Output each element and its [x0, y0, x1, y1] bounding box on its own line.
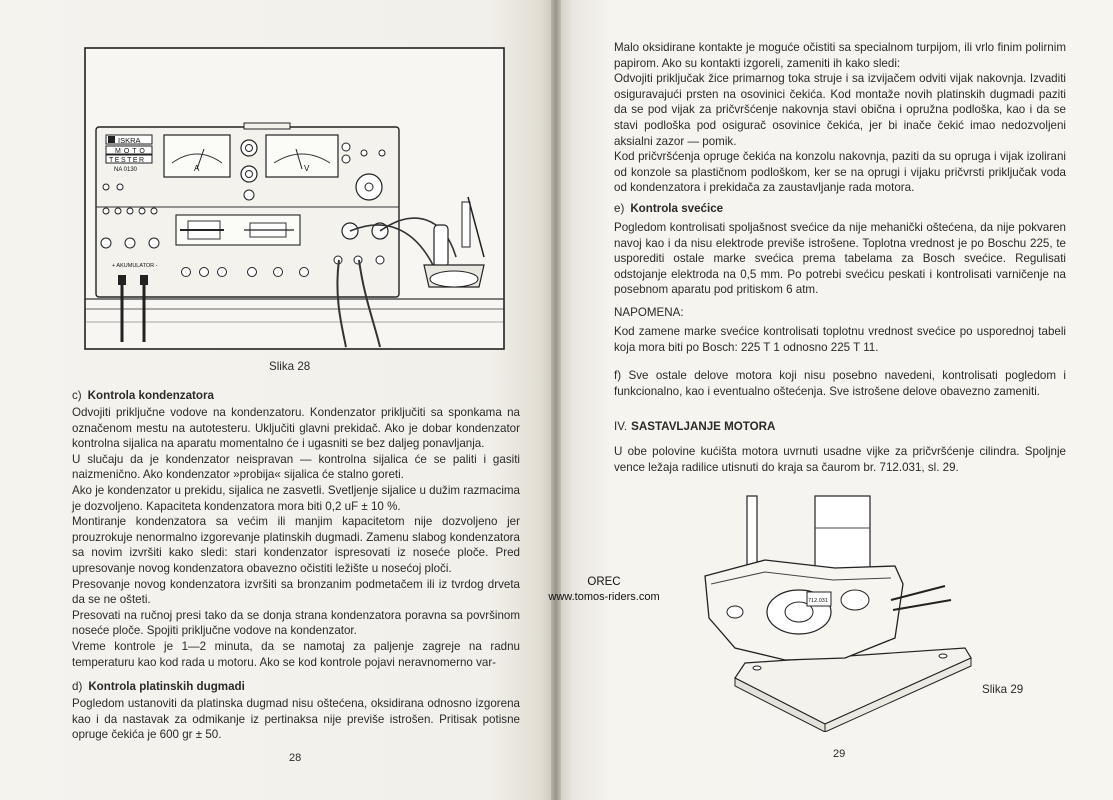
napomena-label: NAPOMENA: [614, 306, 684, 319]
section-c-body [72, 405, 520, 670]
section-d-letter: d) [72, 680, 83, 693]
figure-29-caption: Slika 29 [982, 683, 1024, 696]
paragraph: U slučaju da je kondenzator neispravan — kontrolna sijalica će se paliti i gasiti naizmenično. Ako kondenzator »probija« sijalica će stalno goreti. [72, 452, 520, 482]
watermark-line1: OREC [587, 576, 621, 588]
paragraph: Montiranje kondenzatora sa većim ili manjim kapacitetom nije dozvoljeno jer prouzrokuje nenormalno izgorevanje platinskih dugmadi. Zamenu slabog kondenzatora sa novim izvršiti kako sledi: stari kondenzator ispresovati iz noseće ploče. Pred upresovanje novog kondenzatora obavezno očistiti ležište u nosećoj ploči. [72, 515, 520, 575]
page-number-left: 28 [289, 752, 302, 764]
section-e-title: Kontrola svećice [630, 202, 724, 215]
figure-28-caption: Slika 28 [269, 360, 311, 373]
section-d-title: Kontrola platinskih dugmadi [88, 680, 245, 693]
section-d-body [72, 696, 520, 743]
meter-right-unit: V [304, 164, 310, 173]
right-intro-body [614, 40, 1066, 196]
napomena-text: Kod zamene marke svećice kontrolisati toplotnu vrednost svećice po usporednoj tabeli koja mora biti po Bosch: 225 T 1 odnosno 225 T 11. [614, 325, 1066, 354]
section-e-body [614, 220, 1066, 298]
label-akumulator: + AKUMULATOR - [112, 263, 158, 269]
paragraph: Presovati na ručnoj presi tako da se donja strana kondenzatora poravna sa površinom noseće ploče. Spojiti priključne vodove na kondenzator. [72, 608, 520, 638]
meter-left-unit: A [194, 164, 200, 173]
book-spine [551, 0, 561, 800]
section-f-text: f) Sve ostale delove motora koji nisu posebno navedeni, kontrolisati pogledom i funkcionalno, kao i eventualno oštećenja. Sve istrošene delove obavezno zameniti. [614, 369, 1066, 398]
watermark [538, 575, 670, 605]
paragraph: Odvojiti priključak žice primarnog toka struje i sa izvijačem odviti vijak nakovnja. Izvaditi osiguravajući prsten na osovinici čekića. Kod montaže novih platinskih dugmadi paziti da se pod vijak za pričvršćenje nakovnja stavi obična i opružna podloška, kao i da se stavi podloška pod osigurač osovinice čekića, jer bi inače čekić imao nedozvoljeni aksialni zazor — pomik. [614, 72, 1066, 148]
section-iv-body [614, 444, 1066, 475]
tester-brand: ISKRA [118, 136, 141, 145]
paragraph: Malo oksidirane kontakte je moguće očistiti sa specialnom turpijom, ili vrlo finim polirnim papirom. Ako su kontakti izgoreli, zameniti ih kako sledi: [614, 41, 1066, 70]
paragraph: Pogledom kontrolisati spoljašnost svećice da nije mehanički oštećena, da nije pokvaren navoj kao i da nisu elektrode previše istrošene. Toplotna vrednost je po Boschu 225, te usporediti ostale marke svećica prema tabelama za Bosch svećice. Regulisati odstojanje elektroda na 0,5 mm. Po potrebi svećicu peskati i kontrolisati varničenje na posebnom aparatu pod pritiskom 6 atm. [614, 221, 1066, 297]
paragraph: Odvojiti priključne vodove na kondenzatoru. Kondenzator priključiti sa sponkama na označenom mestu na autotesteru. Uključiti glavni prekidač. Ako je dobar kondenzator kontrolna sijalica na aparatu momentalno će i ugasniti se bez daljeg ponavljanja. [72, 406, 520, 451]
figure-29-engine-case [695, 488, 977, 732]
tester-model-line1: MOTO [115, 148, 148, 155]
paragraph: Kod pričvršćenja opruge čekića na konzolu nakovnja, paziti da su opruga i vijak izolirani od konzole sa plastičnom podloškom, ker se na oprugi i vijaku pričvrsti priključak voda od kondenzatora i prekidača za zaustavljanje rada motora. [614, 150, 1066, 195]
paragraph: U obe polovine kućišta motora uvrnuti usadne vijke za pričvršćenje cilindra. Spoljnje vence ležaja radilice utisnuti do kraja sa čaurom br. 712.031, sl. 29. [614, 445, 1066, 474]
section-e-heading [614, 202, 723, 215]
section-d-heading [72, 680, 245, 693]
watermark-line2: www.tomos-riders.com [548, 591, 660, 603]
tester-model-line2: TESTER [109, 157, 146, 164]
paragraph: Pogledom ustanoviti da platinska dugmad nisu oštećena, oksidirana odnosno izgorena kao i da nastavak za odmikanje iz pertinaksa nije previše istrošen. Pritisak potisne opruge čekića je 600 gr ± 50. [72, 697, 520, 742]
section-c-title: Kontrola kondenzatora [87, 389, 214, 402]
section-iv-letter: IV. [614, 420, 628, 433]
section-c-letter: c) [72, 389, 82, 402]
paragraph: Vreme kontrole je 1—2 minuta, da se namotaj za paljenje zagreje na radnu temperaturu kao kod rada u motoru. Ako se kod kontrole pojavi neravnomerno var- [72, 639, 520, 669]
paragraph: Ako je kondenzator u prekidu, sijalica ne zasvetli. Svetljenje sijalice u dužim razmacima je dozvoljeno. Kapaciteta kondenzatora mora biti 0,2 uF ± 10 %. [72, 483, 520, 513]
figure-29-part-label: 712.031 [808, 598, 828, 604]
figure-28-moto-tester [84, 47, 505, 350]
tester-model-code: NA 0130 [114, 167, 138, 173]
section-e-letter: e) [614, 202, 625, 215]
section-iv-title: SASTAVLJANJE MOTORA [631, 420, 776, 433]
section-c-heading [72, 389, 214, 402]
section-iv-heading [614, 420, 775, 433]
paragraph: Presovanje novog kondenzatora izvršiti sa bronzanim podmetačem ili iz tvrdog drveta da se ne ošteti. [72, 577, 520, 607]
page-number-right: 29 [833, 748, 846, 760]
